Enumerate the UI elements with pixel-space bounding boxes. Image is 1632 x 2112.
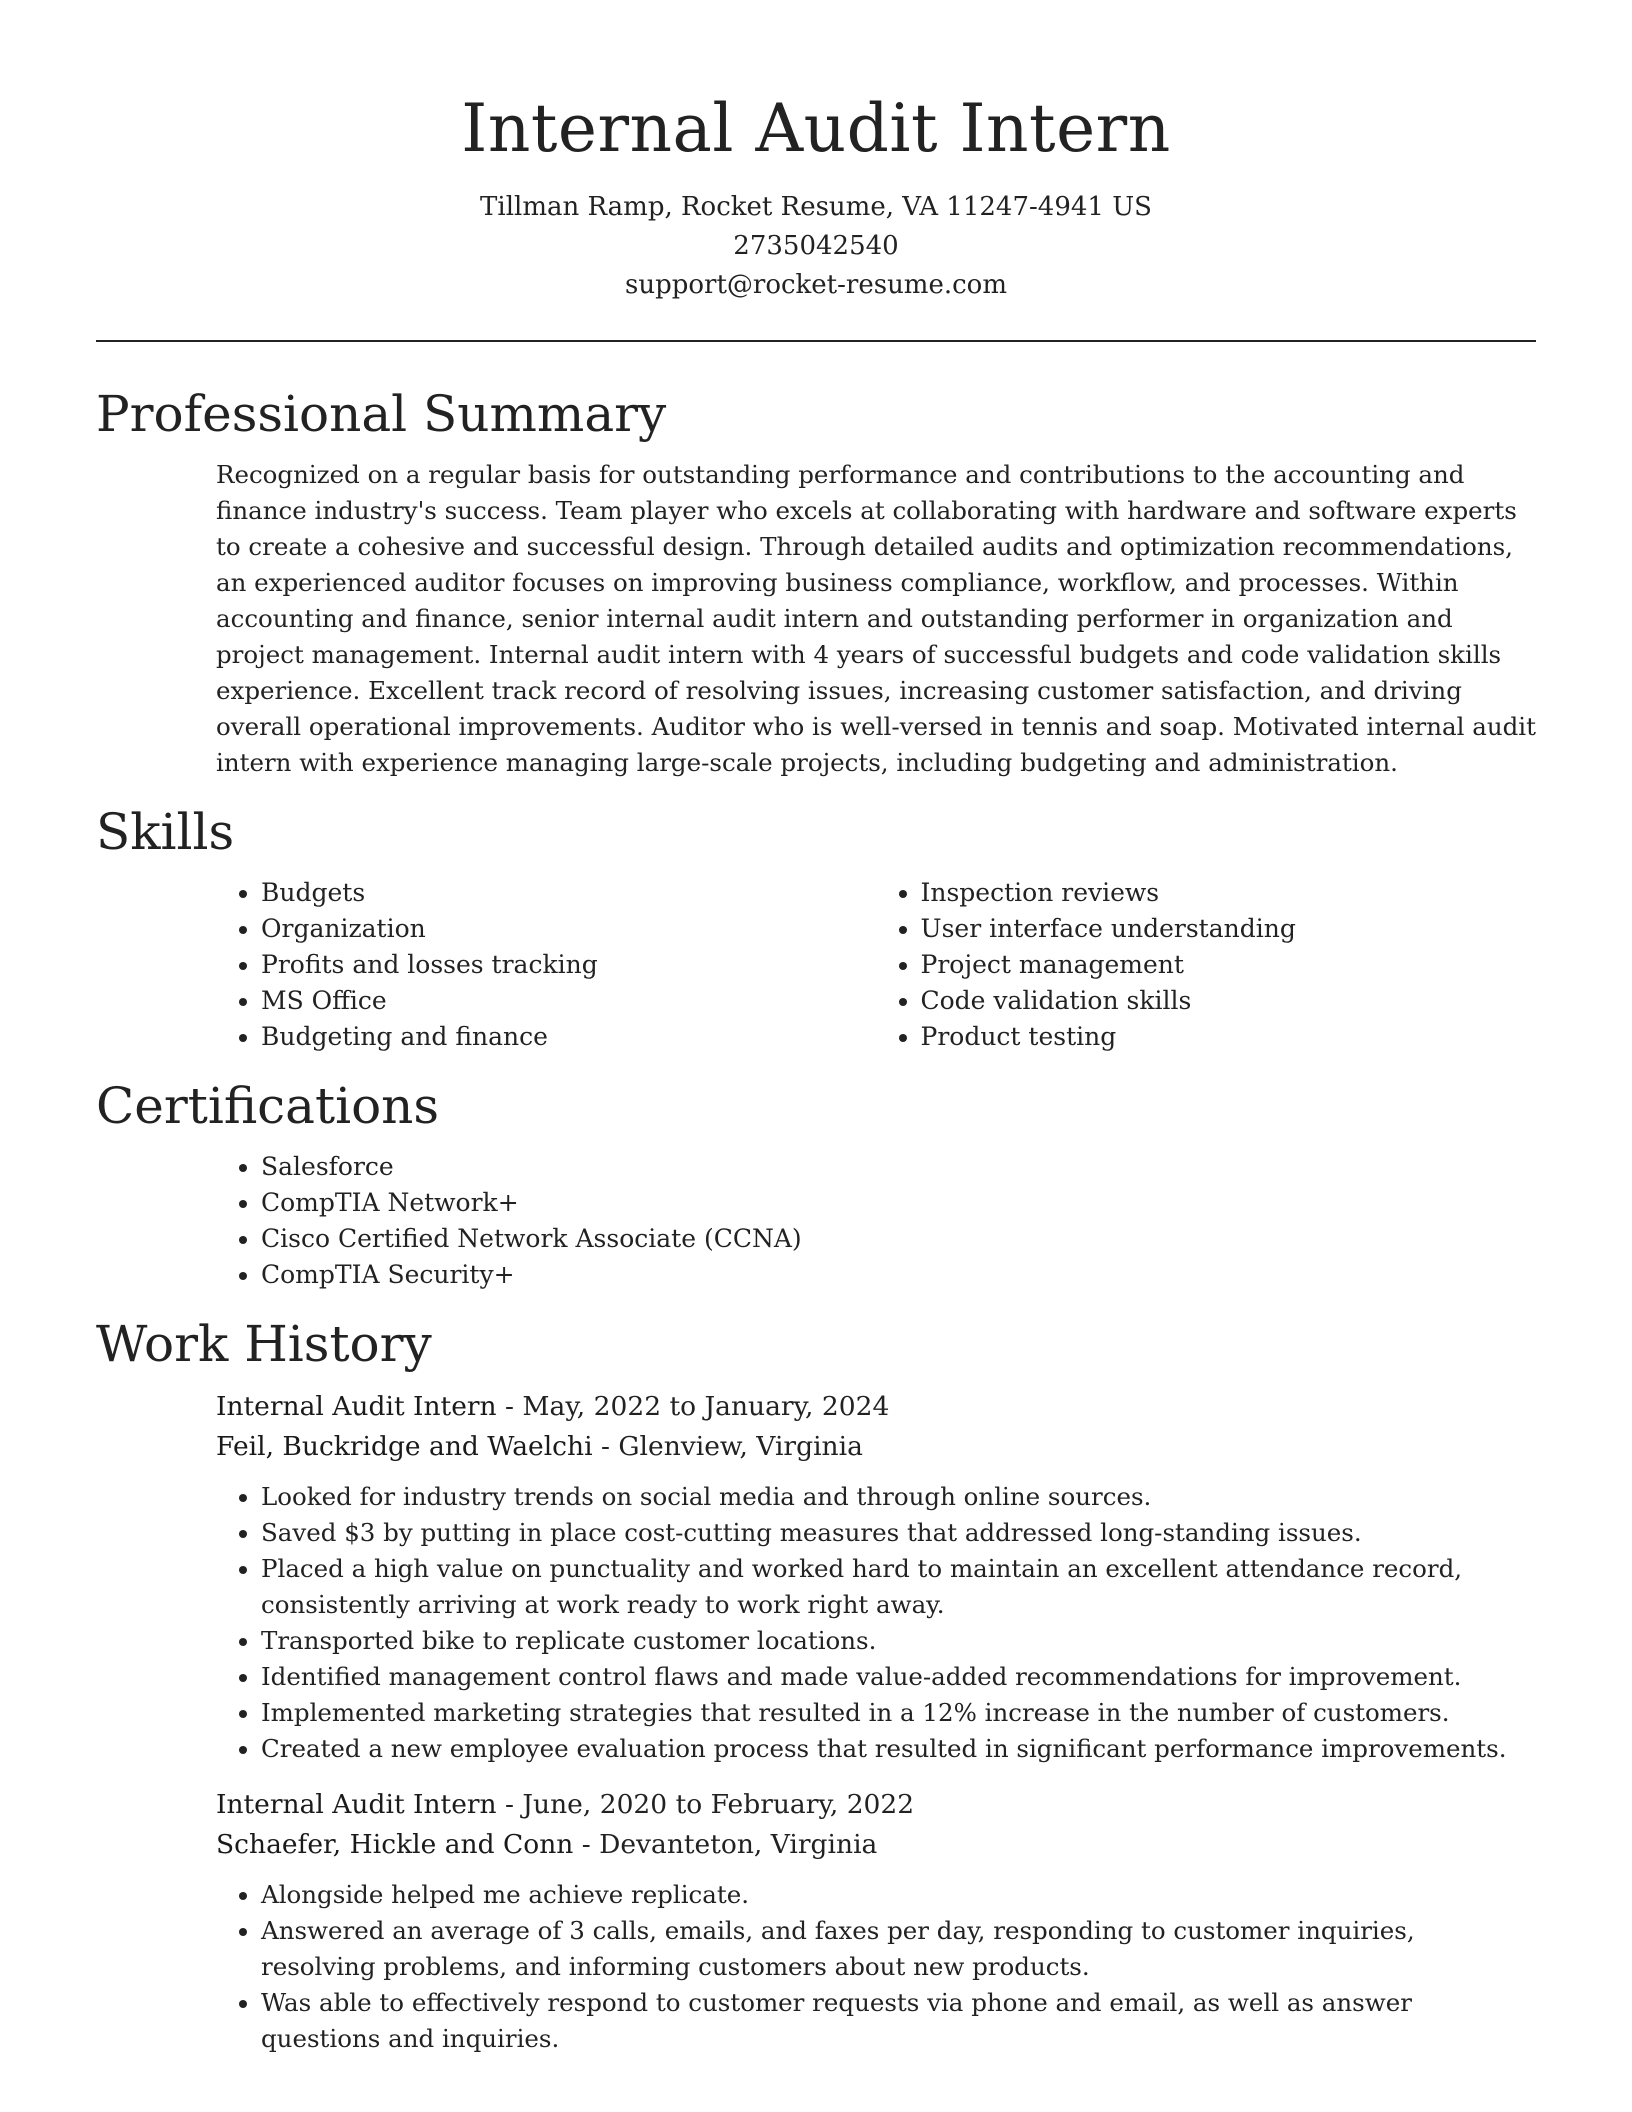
skill-item: • Code validation skills bbox=[921, 983, 1537, 1019]
job-location: - Glenview, Virginia bbox=[592, 1431, 863, 1462]
job-bullet: • Identified management control flaws and made value-added recommendations for improvement. bbox=[261, 1659, 1536, 1695]
summary-text: Recognized on a regular basis for outstanding performance and contributions to the accounting and finance industry's success. Team player who excels at collaborating with hardware and software experts to create a cohesive and successful design. Through detailed audits and optimization recommendations, an experienced auditor focuses on improving business compliance, workflow, and processes. Within accounting and finance, senior internal audit intern and outstanding performer in organization and project management. Internal audit intern with 4 years of successful budgets and code validation skills experience. Excellent track record of resolving issues, increasing customer satisfaction, and driving overall operational improvements. Auditor who is well-versed in tennis and soap. Motivated internal audit intern with experience managing large-scale projects, including budgeting and administration. bbox=[216, 460, 1536, 777]
skill-item: • Budgets bbox=[261, 875, 877, 911]
job-company-line bbox=[216, 1427, 1536, 1467]
certification-item: • Salesforce bbox=[261, 1149, 1536, 1185]
job-bullet: • Created a new employee evaluation process that resulted in significant performance improvements. bbox=[261, 1731, 1536, 1767]
skills-list-left bbox=[96, 875, 877, 1055]
work-history-heading: Work History bbox=[96, 1315, 432, 1373]
summary-section bbox=[96, 379, 1536, 781]
job-company-line bbox=[216, 1825, 1536, 1865]
job-entry bbox=[216, 1785, 1536, 2057]
contact-address: Tillman Ramp, Rocket Resume, VA 11247-4941 US bbox=[480, 192, 1152, 222]
work-history-section bbox=[96, 1309, 1536, 2057]
skills-heading: Skills bbox=[96, 803, 235, 861]
skill-item: • Inspection reviews bbox=[921, 875, 1537, 911]
certifications-heading: Certifications bbox=[96, 1077, 440, 1135]
resume-title: Internal Audit Intern bbox=[461, 90, 1171, 167]
skill-item: • Profits and losses tracking bbox=[261, 947, 877, 983]
resume-header bbox=[96, 0, 1536, 305]
job-company: Feil, Buckridge and Waelchi bbox=[216, 1431, 593, 1462]
skills-list-right bbox=[877, 875, 1537, 1055]
skill-item: • MS Office bbox=[261, 983, 877, 1019]
skill-item: • Project management bbox=[921, 947, 1537, 983]
job-bullet: • Placed a high value on punctuality and worked hard to maintain an excellent attendance record, consistently arriving at work ready to work right away. bbox=[261, 1551, 1536, 1623]
skill-item: • Budgeting and finance bbox=[261, 1019, 877, 1055]
certifications-section bbox=[96, 1071, 1536, 1293]
job-bullet: • Was able to effectively respond to customer requests via phone and email, as well as answer questions and inquiries. bbox=[261, 1985, 1536, 2057]
skill-item: • User interface understanding bbox=[921, 911, 1537, 947]
job-bullet: • Implemented marketing strategies that resulted in a 12% increase in the number of customers. bbox=[261, 1695, 1536, 1731]
certification-item: • CompTIA Network+ bbox=[261, 1185, 1536, 1221]
job-bullet: • Looked for industry trends on social media and through online sources. bbox=[261, 1479, 1536, 1515]
job-location: - Devanteton, Virginia bbox=[573, 1829, 878, 1860]
job-bullet: • Alongside helped me achieve replicate. bbox=[261, 1877, 1536, 1913]
header-divider bbox=[96, 340, 1536, 342]
job-dates: - June, 2020 to February, 2022 bbox=[496, 1789, 915, 1820]
skill-item: • Organization bbox=[261, 911, 877, 947]
skill-item: • Product testing bbox=[921, 1019, 1537, 1055]
job-bullet: • Transported bike to replicate customer locations. bbox=[261, 1623, 1536, 1659]
job-title-line bbox=[216, 1785, 1536, 1825]
job-bullets bbox=[216, 1479, 1536, 1767]
job-bullet: • Answered an average of 3 calls, emails, and faxes per day, responding to customer inquiries, resolving problems, and informing customers about new products. bbox=[261, 1913, 1536, 1985]
job-entry bbox=[216, 1387, 1536, 1767]
summary-heading: Professional Summary bbox=[96, 385, 667, 443]
contact-phone: 2735042540 bbox=[733, 231, 899, 261]
skills-section bbox=[96, 797, 1536, 1055]
job-bullets bbox=[216, 1877, 1536, 2057]
contact-info bbox=[96, 188, 1536, 305]
job-role: Internal Audit Intern bbox=[216, 1391, 497, 1422]
certifications-list bbox=[96, 1149, 1536, 1293]
certification-item: • CompTIA Security+ bbox=[261, 1257, 1536, 1293]
job-dates: - May, 2022 to January, 2024 bbox=[496, 1391, 890, 1422]
job-bullet: • Saved $3 by putting in place cost-cutting measures that addressed long-standing issues. bbox=[261, 1515, 1536, 1551]
certification-item: • Cisco Certified Network Associate (CCNA) bbox=[261, 1221, 1536, 1257]
job-role: Internal Audit Intern bbox=[216, 1789, 497, 1820]
skills-columns bbox=[96, 875, 1536, 1055]
contact-email: support@rocket-resume.com bbox=[624, 270, 1007, 300]
job-company: Schaefer, Hickle and Conn bbox=[216, 1829, 574, 1860]
job-title-line bbox=[216, 1387, 1536, 1427]
